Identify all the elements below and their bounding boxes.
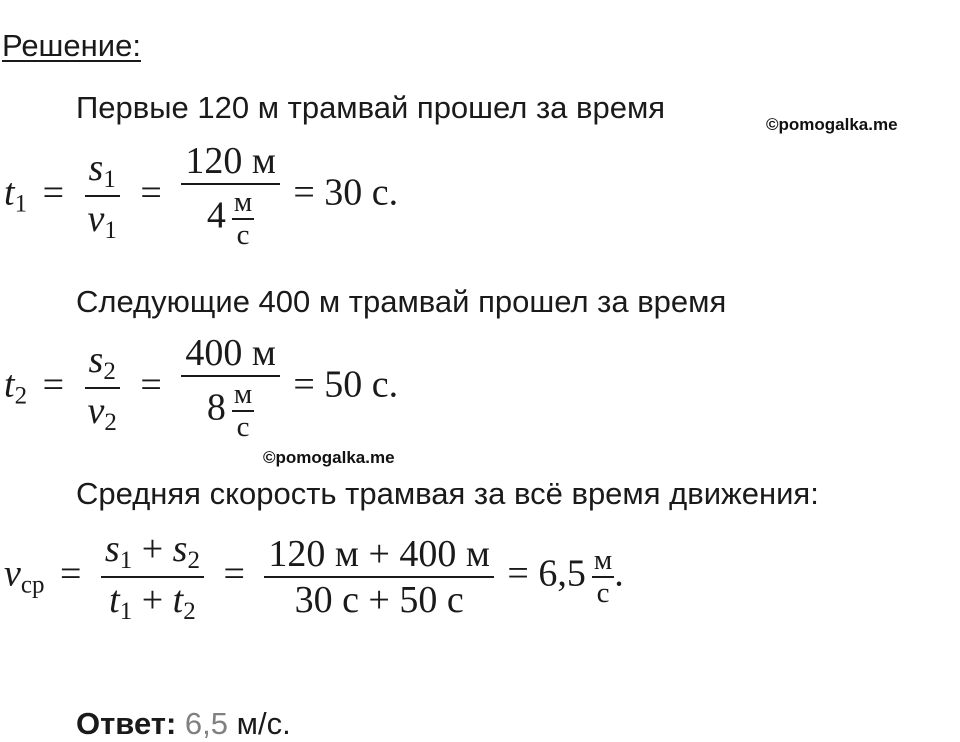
fraction-s1-v1: $\frac{s_1}{v_1}$ (84, 149, 121, 243)
equation-t1: $t_1$ = $\frac{s_1}{v_1}$ = 120 м 4 $\frac{м}{с}$ = 30 с. (4, 140, 399, 251)
equation-t2: $t_2$ = $\frac{s_2}{v_2}$ = 400 м 8 $\frac{м}{с}$ = 50 с. (4, 332, 399, 443)
watermark-1: ©pomogalka.me (766, 115, 898, 134)
result-3: = 6,5 (507, 552, 586, 595)
fraction-values-3: $\frac{120 м + 400 м}{30 с + 50 с}$ (264, 535, 494, 619)
text-line-3: Средняя скорость трамвая за всё время движения: (76, 476, 819, 511)
answer-value: 6,5 (184, 706, 229, 741)
fraction-s2-v2: $\frac{s_2}{v_2}$ (84, 341, 121, 435)
text-line-1: Первые 120 м трамвай прошел за время (76, 90, 666, 125)
fraction-values-1: 120 м 4 $\frac{м}{с}$ (181, 142, 280, 250)
answer-line (76, 708, 291, 739)
text-line-2: Следующие 400 м трамвай прошел за время (76, 284, 727, 319)
result-1: = 30 с. (293, 171, 399, 214)
fraction-values-2: 400 м 8 $\frac{м}{с}$ (181, 334, 280, 442)
solution-title: Решение: (2, 28, 141, 63)
equation-vavg: $v_{ср}$ = $\frac{s_1 + s_2}{t_1 + t_2}$ = $\frac{120 м + 400 м}{30 с + 50 с}$ = 6,5 $\frac{м}{с}$ . (4, 528, 624, 625)
result-2: = 50 с. (293, 363, 399, 406)
answer-unit: м/с. (236, 706, 291, 741)
fraction-sum-s-sum-t: $\frac{s_1 + s_2}{t_1 + t_2}$ (101, 530, 204, 624)
answer-label: Ответ: (76, 706, 177, 741)
watermark-2: ©pomogalka.me (263, 448, 395, 467)
